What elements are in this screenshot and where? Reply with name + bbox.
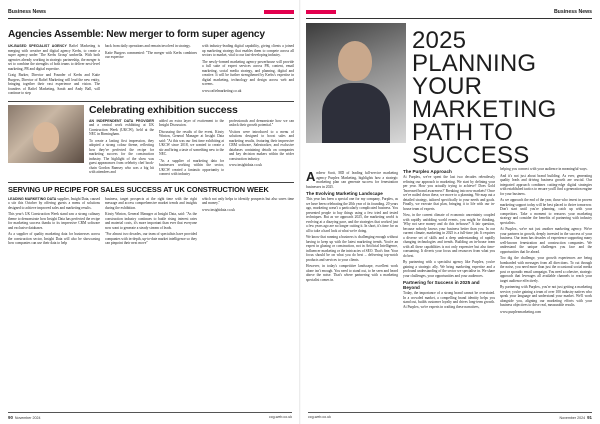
lead-in: LEADING MARKETING DATA xyxy=(8,196,57,201)
column xyxy=(159,119,224,179)
paragraph xyxy=(306,235,398,262)
article-headline-merger: Agencies Assemble: New merger to form super agency xyxy=(8,29,265,40)
subheading: Partnering for Success in 2025 and Beyond xyxy=(403,280,480,290)
divider xyxy=(8,182,294,183)
author-portrait xyxy=(306,23,406,143)
paragraph xyxy=(500,310,592,315)
paragraph-text: Too dig the challenge, your growth experiences are being bombarded with messages from all directions. To cut through the noise, you need more than just the occasional social media post or sporadic email campaign. You need a cohesive, strategic approach that leverages all available channels to reach your target audience effectively. xyxy=(500,256,592,283)
paragraph-text: The newly-formed marketing agency powerhouse will provide a full suite of expert services across PR, content, email marketing, social media strategy, and planning, digital and creative. It will be further strengthened by Kerbs's expertise in digital marketing, technology and design across web and screens. xyxy=(202,59,294,86)
paragraph xyxy=(8,44,100,71)
lead-in: AN INDEPENDENT DATA PROVIDER xyxy=(89,118,154,123)
paragraph xyxy=(8,232,100,246)
paragraph xyxy=(500,285,592,308)
page-number: 91 xyxy=(587,415,592,420)
paragraph xyxy=(403,260,495,278)
paragraph xyxy=(159,130,224,157)
paragraph-text: Discussing the results of the event, Kirsty Winton, General Manager at Insight Data said: "At this was our first time exhibiting at UKCW since 2018, we wanted to create a stir and bring a taste of something new to the NEC. xyxy=(159,129,224,156)
paragraph xyxy=(500,256,592,283)
paragraph-text: At Purplex, we're not just another marketing agency. We're your partners in growth, deeply invested in the success of your business. Our team has decades of experience supporting many well-known fenestration and construction companies. We understand the unique challenges you face and the opportunities that lie ahead. xyxy=(500,227,592,254)
paragraph xyxy=(500,174,592,197)
paragraph xyxy=(89,139,154,175)
paragraph-text: As a supplier of quality marketing data for businesses across the construction sector, Insight Data will also be showcasing how companies can use their data to help xyxy=(8,232,100,245)
paragraph xyxy=(229,163,294,168)
paragraph xyxy=(105,51,197,60)
paragraph-text: To create a lasting first impression, they adopted a strong colour theme, reflecting how they've perfected the recipe for marketing success for the construction industry. The highlight of the show was guest appearances from celebrity chef book-chain Gordon Ramsey who was a big hit with attendees and xyxy=(89,138,154,174)
paragraph xyxy=(500,227,592,254)
paragraph xyxy=(202,208,294,213)
paragraph xyxy=(306,197,398,233)
paragraph-text: business, target prospects at the right time with the right message and access comprehensive market trends and insights during the exhibition. xyxy=(105,196,197,210)
subheading: The Evolving Marketing Landscape xyxy=(306,191,383,196)
paragraph xyxy=(8,197,100,211)
section-title: Business News xyxy=(8,9,47,15)
article-body-merger xyxy=(8,44,294,98)
feature-headline: 2025 PLANNING YOUR MARKETING PATH TO SUCCESS xyxy=(412,27,557,169)
paragraph-text: As we approach the end of the year, those who invest in proven marketing support today will be best placed to thrive tomorrow. Don't start until you're planning, catch up with your competitors. Take a moment to reassess your marketing strategy and consider the benefits of partnering with industry specialists. xyxy=(500,198,592,225)
right-page-footer xyxy=(308,412,592,420)
divider xyxy=(8,101,294,102)
subheading: The Purplex Approach xyxy=(403,169,452,174)
paragraph-text: "As a supplier of marketing data for businesses working within the sector, UKCW created a fantastic opportunity to connect with industry xyxy=(159,158,224,176)
paragraph-text: www.purplexmarketing.com xyxy=(500,309,542,314)
paragraph-text: which not only helps to identify prospects but also saves time and money." xyxy=(202,196,294,205)
paragraph xyxy=(229,130,294,162)
section-title: Business News xyxy=(553,9,592,15)
paragraph-text: And it's not just about brand building. As ever, generating quality leads and driving business growth are crucial. Our integrated approach combines cutting-edge digital strategies with established tactics to ensure you'll find a generation engine for your business. xyxy=(500,173,592,196)
paragraph xyxy=(89,119,154,137)
paragraph-text: Visitors were introduced to a menu of solutions designed to boost sales and marketing results, featuring their impressive CRM software, Salestracker, and exclusive databases containing details on companies and key decision makers within the wider construction industry. xyxy=(229,129,294,161)
column xyxy=(306,171,398,316)
paragraph xyxy=(159,119,224,128)
column xyxy=(89,119,154,179)
paragraph-text: back from daily operations and remain involved in strategy. xyxy=(105,44,191,48)
paragraph xyxy=(202,60,294,87)
paragraph-text: This year has been a special one for my company, Purplex, as we have been celebrating the 20th year of its founding. 20 years ago, marketing wasn't a particularly complicated business. You presented people to buy things using a few tried and tested techniques. But as we approach 2025, the marketing world is evolving at a dizzying pace, and the strategies that worked just a few years ago are no longer cutting it. In short, it's time for us all to take a hard look at what we're doing. xyxy=(306,197,399,233)
paragraph xyxy=(8,212,100,230)
article-body-ukcw xyxy=(8,197,294,248)
paragraph-text: professionals and demonstrate how we can unlock their growth potential." xyxy=(229,118,294,127)
column xyxy=(229,119,294,179)
paragraph-text: Rafiel Marketing is merging with creative and digital agency Kerbs, to create a super agency under 'The Kerbs Group' umbrella. With both agencies already working in strategic partnership, the merger is set to combine the strengths of both teams to deliver next-level marketing, PR and digital expertise. xyxy=(8,44,100,71)
paragraph xyxy=(403,175,495,211)
paragraph xyxy=(229,119,294,128)
paragraph xyxy=(202,44,294,58)
column xyxy=(8,197,100,248)
article-headline-ukcw: SERVING UP RECIPE FOR SALES SUCCESS AT UK CONSTRUCTION WEEK xyxy=(8,184,269,194)
paragraph-text: and a central work exhibiting at UK Construction Week (UKCW), held at the NEC in Birmingham. xyxy=(89,123,154,136)
header-accent-bar xyxy=(264,10,294,14)
paragraph xyxy=(403,291,495,309)
paragraph-text: www.insightdata.co.uk xyxy=(202,207,236,212)
paragraph xyxy=(500,198,592,225)
column xyxy=(8,44,100,98)
paragraph xyxy=(8,73,100,96)
column xyxy=(105,197,197,248)
paragraph-text: By partnering with a specialist agency like Purplex, you're gaining a strategic ally. We bring marketing expertise and a profound understanding of the sector we specialise in. We share your challenges, your opportunities and your audiences. xyxy=(403,260,495,278)
paragraph xyxy=(500,167,592,172)
left-page-header xyxy=(8,6,294,19)
column xyxy=(202,44,294,98)
footer-url: ccg-web.co.uk xyxy=(308,415,331,419)
header-accent-bar xyxy=(306,10,336,14)
paragraph xyxy=(105,232,197,246)
paragraph-text: However, in today's competitive landscape, excellent work alone isn't enough. You need to stand out, to be seen and heard above the noise. That's where partnering with a marketing specialist comes in. xyxy=(306,264,398,282)
paragraph-text: www.rafielmarketing.co.uk xyxy=(202,88,242,93)
paragraph-text: helping you connect with your audience in meaningful ways. xyxy=(500,167,588,171)
paragraph xyxy=(306,264,398,282)
paragraph xyxy=(159,159,224,177)
paragraph xyxy=(202,89,294,94)
paragraph xyxy=(105,197,197,211)
paragraph-text: We know that running a business is challenging enough without having to keep up with the latest marketing trends. You're an expert in glazing or construction, not in Artificial Intelligence, influencer marketing or the intricacies of SEO. That's fine. Your focus should be on what you do best – delivering top-notch products and services to your clients. xyxy=(306,235,398,262)
paragraph xyxy=(202,197,294,206)
paragraph xyxy=(105,212,197,230)
column xyxy=(202,197,294,248)
footer-url: ccg-web.co.uk xyxy=(269,415,292,419)
paragraph-text: Katie Burgess commented: "The merger with Kerbs combines our expertise xyxy=(105,50,197,59)
article-headline-exhibition: Celebrating exhibition success xyxy=(89,103,238,116)
page-number: 90 xyxy=(8,415,13,420)
paragraph-text: Craig Barker, Director and Founder of Kerbs and Katie Burgess, Director of Rafiel Marketing will lead the new entity, bringing together their vast experience and vision. The founders of Rafiel Marketing, Sarah and Andy Ball, will continue to step xyxy=(8,73,100,95)
paragraph-text: "For almost two decades, our team of specialists have provided companies with in-depth, up-to-date market intelligence so they can pinpoint their next move" xyxy=(105,232,197,245)
left-page-footer xyxy=(8,412,292,420)
drop-cap: A xyxy=(306,169,316,184)
paragraph-text: At Purplex, we've spent the last two decades relentlessly refining our approach to marketing. We start by defining your per year. How you actually trying to achieve? Does Gold 'Increased brand awareness?' Breaking into new markets? Once we've nailed down these, we move to a planning. We map out a detailed strategy, tailored specifically to your needs and goals. Finally, we execute that plan, bringing it to life with our in-house team of experts. xyxy=(403,175,495,211)
paragraph-text: www.insightdata.co.uk xyxy=(229,163,263,167)
paragraph xyxy=(105,44,197,49)
paragraph-text: Today, the importance of a strong brand cannot be overstated. In a crowded market, a compelling brand identity helps you stand out, builds customer loyalty and drives long-term growth. At Purplex, we're experts in crafting these narratives, xyxy=(403,291,495,309)
paragraph-text: supplier, Insight Data, caused a stir this October by offering guests a menu of solutions designed to achieve improved sales and marketing results. xyxy=(8,196,101,210)
right-page-header xyxy=(306,6,592,19)
paragraph-text: Now, in the current climate of economic uncertainty coupled with rapidly unfolding world events, you might be thinking, 'Why not save money and do this in-house?' A fair question, because nobody knows your business better than you. In our current climate, marketing in 2025 is a full-time job. It requires a diverse set of skills and a deep understanding of rapidly changing technologies and trends. Building an in-house team with all these capabilities is not only expensive but also time-consuming. It diverts your focus and resources from what you do best. xyxy=(403,213,495,258)
article-body-exhibition xyxy=(89,119,294,179)
issue-date: November 2024 xyxy=(559,416,586,420)
article-exhibition xyxy=(8,105,294,179)
right-page xyxy=(300,0,600,424)
paragraph-text: with industry-leading digital capability, giving clients a joined up marketing strategy that enables them to compete across all sectors to market, vital to our fast-developing industry. xyxy=(202,44,294,57)
paragraph-text: This year's UK Construction Week stand saw a strong culinary theme to demonstrate how Insight Data has perfected the recipe for marketing success thanks to its impressive CRM software and exclusive databases. xyxy=(8,212,100,230)
paragraph xyxy=(403,213,495,258)
lead-in: UK-BASED SPECIALIST AGENCY xyxy=(8,44,67,48)
issue-date: November 2024 xyxy=(14,416,41,420)
paragraph-text: By partnering with Purplex, you're not just getting a marketing service; you're gaining a team of over 100 industry natives who speak your language and understand your market. We'll work alongside you, aligning our marketing efforts with your business objectives to drive real, measurable results. xyxy=(500,285,592,307)
paragraph-text: ndrew Scott, MD of leading full-service marketing agency Purplex Marketing, highlights how a strategic marketing plan can generate success for fenestration businesses in 2025. xyxy=(306,171,398,189)
paragraph xyxy=(306,171,398,189)
column xyxy=(105,44,197,98)
paragraph-text: added an extra layer of excitement to the Insight Discussion. xyxy=(159,118,224,127)
column xyxy=(403,167,495,316)
exhibition-photo xyxy=(8,105,84,163)
paragraph-text: Kirsty Winton, General Manager at Insight Data, said: "As the construction industry continues to battle rising interest rates and material costs, it's more important than ever that everyone now want to generate a steady stream of leads. xyxy=(105,212,197,230)
column xyxy=(500,167,592,316)
